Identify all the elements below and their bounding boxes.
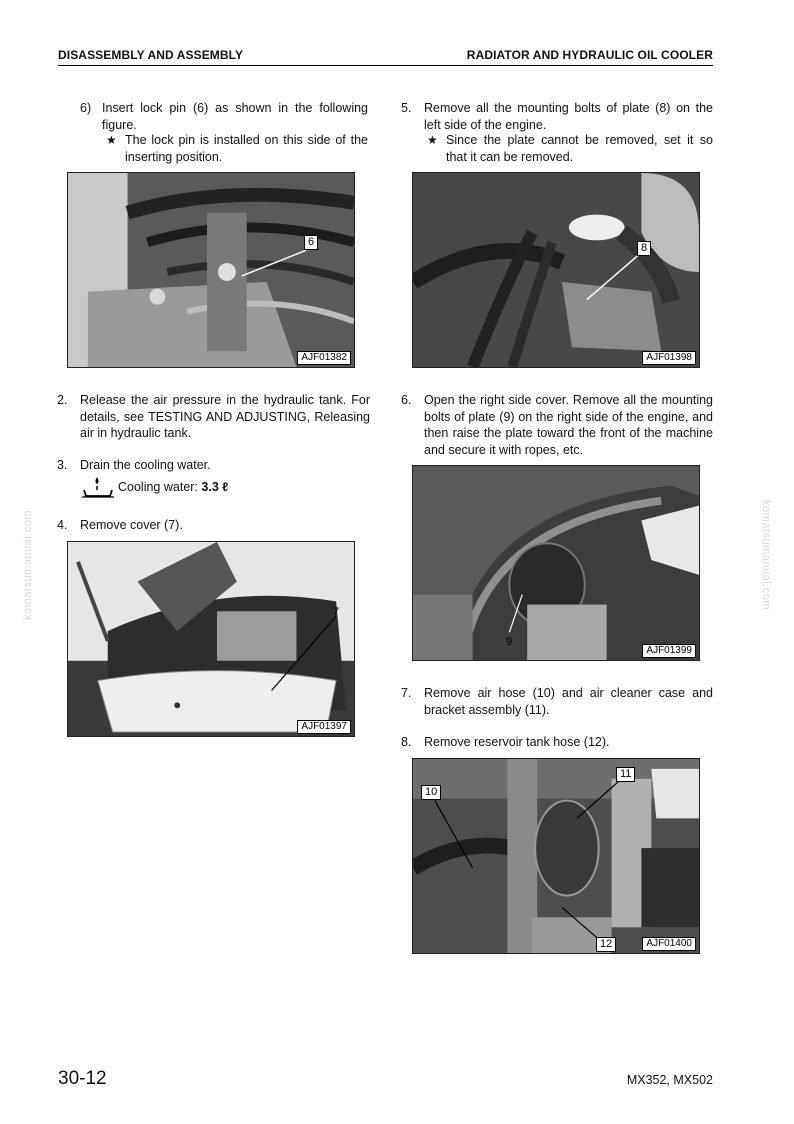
callout-6: 6 <box>304 235 318 250</box>
photo-lock-pin <box>67 172 355 368</box>
watermark-right: komatsumanual.com <box>760 500 772 610</box>
note-plate <box>427 132 713 166</box>
step-text: Drain the cooling water. <box>80 458 211 472</box>
section-title: DISASSEMBLY AND ASSEMBLY <box>58 48 244 62</box>
note-lock-pin <box>106 132 368 166</box>
figure-code: AJF01398 <box>642 351 696 365</box>
photo-illustration <box>68 173 354 367</box>
step-remove-air-hose <box>401 685 713 719</box>
step-text: Open the right side cover. Remove all the mounting bolts of plate (9) on the right side of the engine, and then raise the plate toward the front of the machine and secure it with ropes, etc. <box>424 393 713 457</box>
photo-illustration <box>68 542 354 736</box>
step-number: 6. <box>401 393 412 407</box>
callout-8: 8 <box>637 241 651 256</box>
figure-code: AJF01399 <box>642 644 696 658</box>
photo-illustration <box>413 466 699 660</box>
step-number: 6) <box>80 101 92 115</box>
callout-11: 11 <box>616 767 635 782</box>
step-text: Remove reservoir tank hose (12). <box>424 735 610 749</box>
drain-container-icon <box>80 476 116 498</box>
step-insert-lock-pin <box>80 100 370 134</box>
callout-9: 9 <box>506 636 513 648</box>
step-number: 7. <box>401 686 412 700</box>
page-number: 30-12 <box>58 1068 107 1089</box>
photo-plate-8 <box>412 172 700 368</box>
callout-7: 7 <box>333 606 340 618</box>
step-number: 3. <box>57 458 68 472</box>
cooling-water-label: Cooling water: <box>118 480 198 494</box>
step-remove-reservoir-hose <box>401 734 713 752</box>
photo-plate-9 <box>412 465 700 661</box>
step-text: Remove air hose (10) and air cleaner case and bracket assembly (11). <box>424 686 713 717</box>
step-number: 5. <box>401 101 412 115</box>
step-text: Remove all the mounting bolts of plate (8) on the left side of the engine. <box>424 101 713 132</box>
note-text: The lock pin is installed on this side of the inserting position. <box>125 133 368 164</box>
star-icon: ★ <box>106 133 117 147</box>
figure-code: AJF01382 <box>297 351 351 365</box>
figure-code: AJF01400 <box>642 937 696 951</box>
cooling-water-spec <box>80 476 228 498</box>
callout-10: 10 <box>421 785 441 800</box>
step-text: Insert lock pin (6) as shown in the following figure. <box>102 101 368 132</box>
step-number: 8. <box>401 735 412 749</box>
photo-air-cleaner <box>412 758 700 954</box>
watermark-left: komatsumanual.com <box>22 510 34 620</box>
step-text: Release the air pressure in the hydraulic tank. For details, see TESTING AND ADJUSTING, Releasing air in hydraulic tank. <box>80 393 370 440</box>
callout-12: 12 <box>596 937 616 952</box>
step-open-right-side-cover <box>401 392 713 458</box>
star-icon: ★ <box>427 133 438 147</box>
step-drain-cooling-water <box>57 457 370 475</box>
step-remove-plate-8-bolts <box>401 100 713 134</box>
photo-illustration <box>413 173 699 367</box>
note-text: Since the plate cannot be removed, set it so that it can be removed. <box>446 133 713 164</box>
chapter-title: RADIATOR AND HYDRAULIC OIL COOLER <box>466 48 713 62</box>
figure-code: AJF01397 <box>297 720 351 734</box>
model-name: MX352, MX502 <box>626 1073 713 1087</box>
step-release-air-pressure <box>57 392 370 442</box>
step-remove-cover <box>57 517 370 535</box>
step-number: 4. <box>57 518 68 532</box>
page-header <box>58 46 713 66</box>
photo-cover <box>67 541 355 737</box>
photo-illustration <box>413 759 699 953</box>
cooling-water-value: 3.3 ℓ <box>201 480 229 494</box>
step-text: Remove cover (7). <box>80 518 183 532</box>
step-number: 2. <box>57 393 68 407</box>
